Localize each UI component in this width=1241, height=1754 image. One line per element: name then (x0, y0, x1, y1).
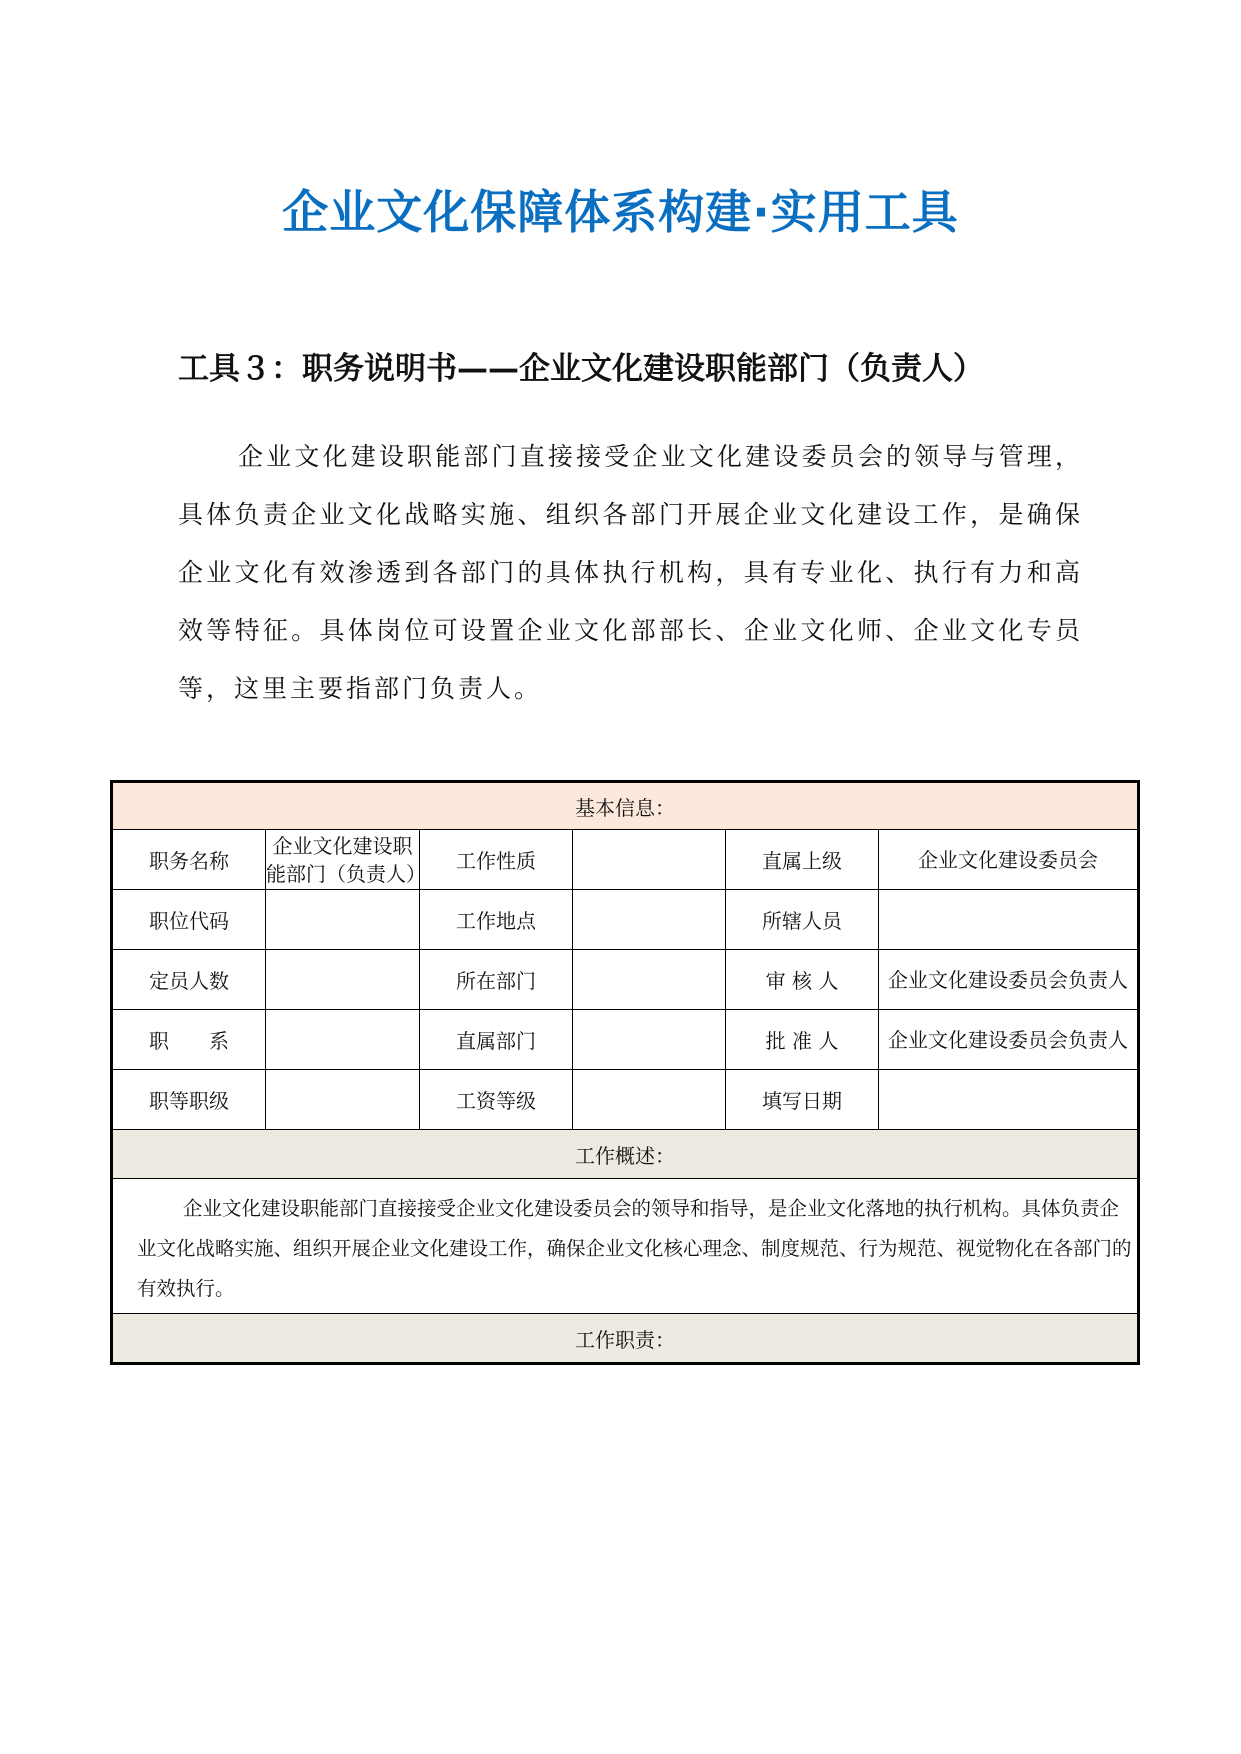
summary-row (112, 1179, 1139, 1314)
label-fill-date: 填写日期 (726, 1070, 879, 1130)
label-approver: 批 准 人 (726, 1010, 879, 1070)
label-position-code: 职位代码 (112, 890, 266, 950)
table-row (112, 1010, 1139, 1070)
value-salary-grade (573, 1070, 726, 1130)
label-work-location: 工作地点 (420, 890, 573, 950)
label-direct-department: 直属部门 (420, 1010, 573, 1070)
value-headcount (266, 950, 420, 1010)
label-work-nature: 工作性质 (420, 830, 573, 890)
table-row (112, 890, 1139, 950)
label-reviewer: 审 核 人 (726, 950, 879, 1010)
label-subordinates: 所辖人员 (726, 890, 879, 950)
value-work-location (573, 890, 726, 950)
value-work-nature (573, 830, 726, 890)
value-direct-department (573, 1010, 726, 1070)
table-row (112, 1070, 1139, 1130)
intro-paragraph: 企业文化建设职能部门直接接受企业文化建设委员会的领导与管理，具体负责企业文化战略实施、组织各部门开展企业文化建设工作，是确保企业文化有效渗透到各部门的具体执行机构，具有专业化、执行有力和高效等特征。具体岗位可设置企业文化部部长、企业文化师、企业文化专员等，这里主要指部门负责人。 (178, 442, 1083, 703)
label-department: 所在部门 (420, 950, 573, 1010)
label-job-title: 职务名称 (112, 830, 266, 890)
work-duties-header: 工作职责： (112, 1314, 1139, 1364)
table-row (112, 950, 1139, 1010)
label-job-family: 职 系 (112, 1010, 266, 1070)
value-grade (266, 1070, 420, 1130)
basic-info-header: 基本信息： (112, 782, 1139, 830)
value-subordinates (879, 890, 1139, 950)
value-approver: 企业文化建设委员会负责人 (879, 1010, 1139, 1070)
value-reviewer: 企业文化建设委员会负责人 (879, 950, 1139, 1010)
label-salary-grade: 工资等级 (420, 1070, 573, 1130)
label-headcount: 定员人数 (112, 950, 266, 1010)
label-direct-superior: 直属上级 (726, 830, 879, 890)
summary-header-row (112, 1130, 1139, 1179)
value-job-family (266, 1010, 420, 1070)
job-description-table (110, 780, 1140, 1365)
label-grade: 职等职级 (112, 1070, 266, 1130)
page-title: 企业文化保障体系构建·实用工具 (282, 185, 959, 239)
value-job-title: 企业文化建设职能部门（负责人） (266, 830, 420, 890)
work-summary-header: 工作概述： (112, 1130, 1139, 1179)
value-department (573, 950, 726, 1010)
work-summary-text: 企业文化建设职能部门直接接受企业文化建设委员会的领导和指导，是企业文化落地的执行机构。具体负责企业文化战略实施、组织开展企业文化建设工作，确保企业文化核心理念、制度规范、行为规范、视觉物化在各部门的有效执行。 (112, 1179, 1139, 1314)
value-position-code (266, 890, 420, 950)
value-fill-date (879, 1070, 1139, 1130)
value-direct-superior: 企业文化建设委员会 (879, 830, 1139, 890)
duties-header-row (112, 1314, 1139, 1364)
table-row (112, 830, 1139, 890)
basic-info-header-row (112, 782, 1139, 830)
section-subtitle: 工具３：职务说明书——企业文化建设职能部门（负责人） (178, 351, 984, 387)
